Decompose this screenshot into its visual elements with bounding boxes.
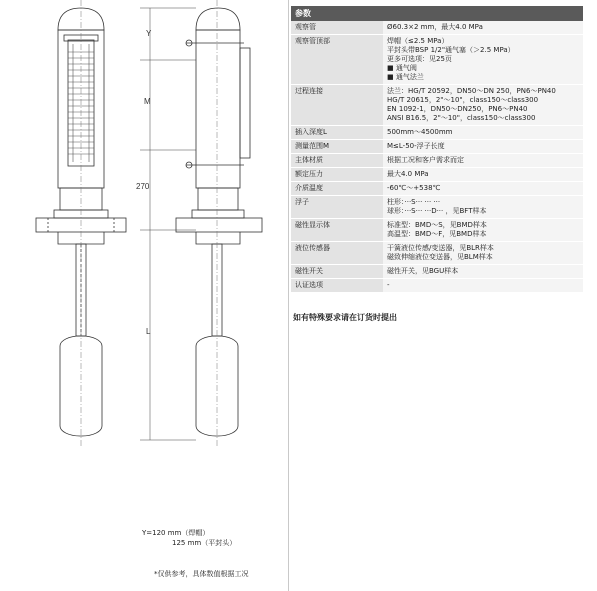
- spec-key: 主体材质: [291, 154, 383, 168]
- spec-value-line: 法兰：HG/T 20592，DN50～DN 250，PN6～PN40: [387, 87, 556, 95]
- right-body: [198, 188, 238, 210]
- spec-row: [291, 265, 583, 279]
- spec-row: [291, 168, 583, 182]
- spec-key: 额定压力: [291, 168, 383, 182]
- spec-key: 磁性显示体: [291, 219, 383, 242]
- dim-label-y: Y: [146, 29, 152, 38]
- spec-row: [291, 219, 583, 242]
- spec-value: [383, 126, 583, 140]
- spec-value: [383, 279, 583, 293]
- order-note: 如有特殊要求请在订货时提出: [293, 313, 397, 322]
- right-tube: [196, 30, 240, 188]
- spec-value: [383, 168, 583, 182]
- spec-row: [291, 154, 583, 168]
- left-tube: [58, 30, 104, 188]
- spec-key: 液位传感器: [291, 242, 383, 265]
- dimension-notes: [142, 528, 236, 548]
- spec-value-line: HG/T 20615，2"～10"，class150～class300: [387, 96, 539, 104]
- spec-key: 过程连接: [291, 85, 383, 126]
- spec-value: [383, 154, 583, 168]
- spec-row: [291, 182, 583, 196]
- spec-value-line: 柱形：···S··· ··· ···: [387, 198, 441, 206]
- note-y-line1: Y=120 mm（焊帽）: [142, 529, 210, 537]
- spec-key: 介质温度: [291, 182, 383, 196]
- spec-value-line: 更多可选项：见25页: [387, 55, 452, 63]
- spec-value: [383, 140, 583, 154]
- spec-table: [291, 6, 583, 293]
- spec-value-line: ■ 通气法兰: [387, 73, 424, 81]
- drawing-panel: [0, 0, 289, 591]
- spec-value: [383, 242, 583, 265]
- spec-value-line: 标准型：BMD～S，见BMD样本: [387, 221, 487, 229]
- spec-value-line: 磁致伸缩液位变送器，见BLM样本: [387, 253, 493, 261]
- spec-value: [383, 21, 583, 35]
- right-neck: [192, 210, 244, 218]
- spec-value: [383, 196, 583, 219]
- spec-key: 观察管: [291, 21, 383, 35]
- spec-value-line: EN 1092-1，DN50～DN250，PN6～PN40: [387, 105, 528, 113]
- spec-row: [291, 85, 583, 126]
- dim-label-270: 270: [136, 182, 150, 191]
- spec-value: [383, 85, 583, 126]
- right-indicator: [240, 48, 250, 158]
- spec-value-line: 最大4.0 MPa: [387, 170, 429, 178]
- technical-drawing: [0, 0, 288, 520]
- spec-value: [383, 182, 583, 196]
- spec-value-line: 干簧液位传感/变送器，见BLR样本: [387, 244, 494, 252]
- spec-key: 插入深度L: [291, 126, 383, 140]
- spec-key: 观察管顶部: [291, 35, 383, 85]
- spec-key: 测量范围M: [291, 140, 383, 154]
- spec-value: [383, 35, 583, 85]
- spec-key: 磁性开关: [291, 265, 383, 279]
- spec-row: [291, 242, 583, 265]
- spec-key: 认证选项: [291, 279, 383, 293]
- note-y-line2: 125 mm（平封头）: [172, 539, 237, 547]
- right-top-cap: [196, 8, 240, 30]
- spec-value-line: ANSI B16.5，2"～10"，class150～class300: [387, 114, 536, 122]
- spec-value-line: -60℃～+538℃: [387, 184, 441, 192]
- spec-value: [383, 219, 583, 242]
- spec-value-line: Ø60.3×2 mm，最大4.0 MPa: [387, 23, 483, 31]
- dim-label-m: M: [144, 97, 151, 106]
- spec-row: [291, 279, 583, 293]
- spec-value-line: 焊帽（≤2.5 MPa）: [387, 37, 449, 45]
- spec-value-line: 根据工况和客户需求而定: [387, 156, 464, 164]
- spec-value: [383, 265, 583, 279]
- spec-value-line: 球形：···S··· ···D··· ，见BFT样本: [387, 207, 487, 215]
- spec-row: [291, 35, 583, 85]
- dimension-lines: [140, 8, 196, 440]
- spec-value-line: 500mm～4500mm: [387, 128, 453, 136]
- spec-key: 浮子: [291, 196, 383, 219]
- spec-value-line: ■ 通气阀: [387, 64, 417, 72]
- spec-row: [291, 126, 583, 140]
- spec-value-line: M≤L-50-浮子长度: [387, 142, 445, 150]
- spec-title: 参数: [291, 6, 583, 21]
- spec-row: [291, 196, 583, 219]
- spec-value-line: 平封头带BSP 1/2"通气塞（＞2.5 MPa）: [387, 46, 515, 54]
- spec-value-line: -: [387, 281, 390, 289]
- spec-header: [291, 6, 583, 21]
- spec-value-line: 磁性开关，见BGU样本: [387, 267, 459, 275]
- right-chamber-bottom: [196, 232, 240, 244]
- spec-value-line: 高温型：BMD～F，见BMD样本: [387, 230, 487, 238]
- spec-row: [291, 21, 583, 35]
- dim-label-l: L: [146, 327, 151, 336]
- spec-row: [291, 140, 583, 154]
- disclaimer-note: *仅供参考，具体数值根据工况: [154, 570, 249, 578]
